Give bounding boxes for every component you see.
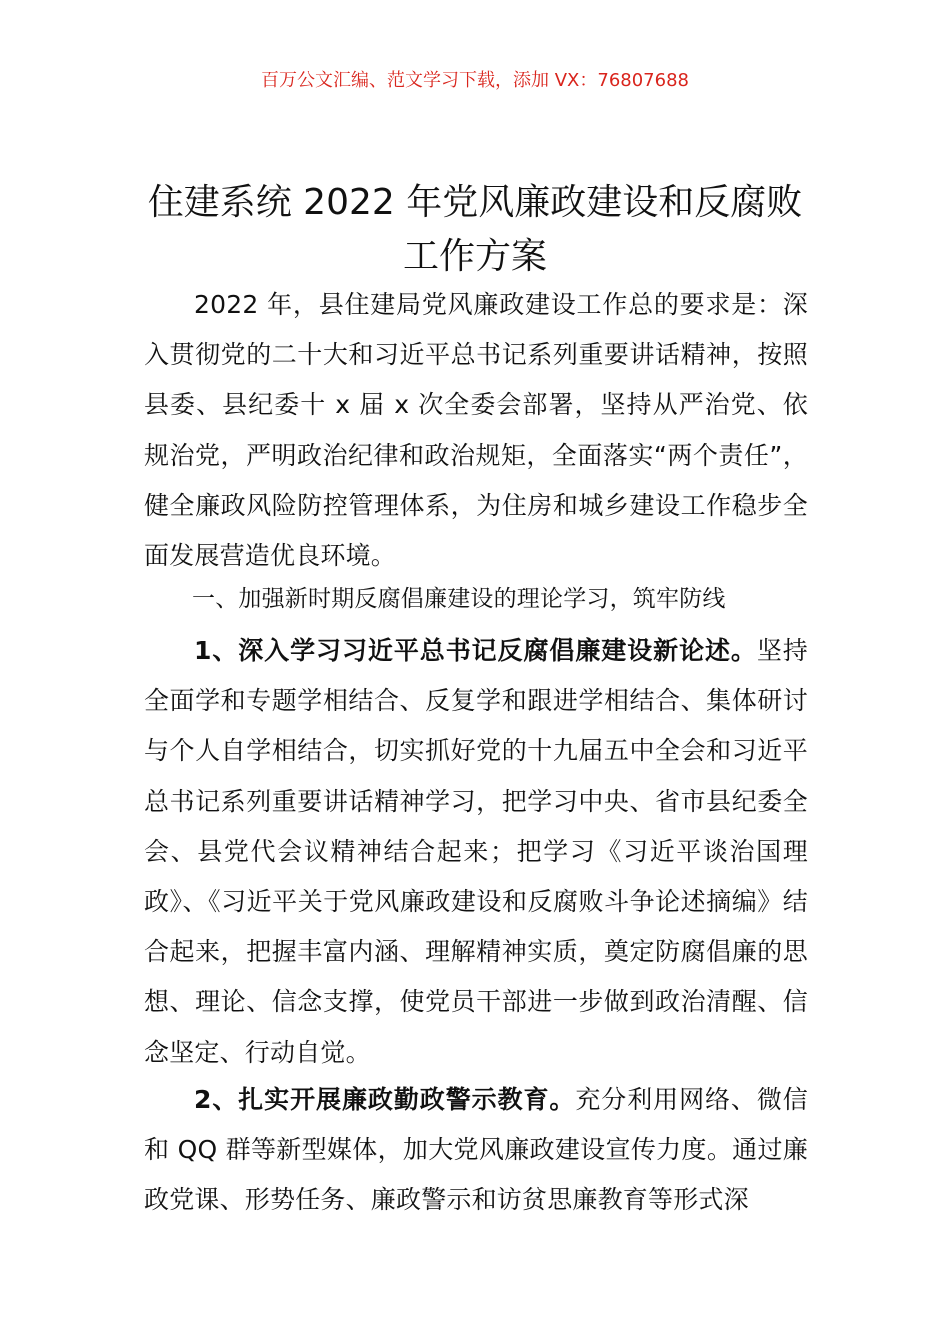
watermark-header: 百万公文汇编、范文学习下载，添加 VX：76807688 [261, 70, 689, 91]
item-lead: 1、深入学习习近平总书记反腐倡廉建设新论述。 [194, 636, 757, 665]
list-item [144, 626, 808, 1078]
title-line-2: 工作方案 [402, 236, 547, 277]
list-item [144, 1075, 808, 1226]
item-text: 充分利用网络、微信和 QQ 群等新型媒体，加大党风廉政建设宣传力度。通过廉政党课、形势任务、廉政警示和访贫思廉教育等形式深 [144, 1085, 808, 1215]
item-text: 坚持全面学和专题学相结合、反复学和跟进学相结合、集体研讨与个人自学相结合，切实抓好党的十九届五中全会和习近平总书记系列重要讲话精神学习，把学习中央、省市县纪委全会、县党代会议精神结合起来；把学习《习近平谈治国理政》、《习近平关于党风廉政建设和反腐败斗争论述摘编》结合起来，把握丰富内涵、理解精神实质，奠定防腐倡廉的思想、理论、信念支撑，使党员干部进一步做到政治清醒、信念坚定、行动自觉。 [144, 636, 809, 1067]
intro-paragraph: 2022 年，县住建局党风廉政建设工作总的要求是：深入贯彻党的二十大和习近平总书记系列重要讲话精神，按照县委、县纪委十 x 届 x 次全委会部署，坚持从严治党、依规治党，严明政治纪律和政治规矩，全面落实“两个责任”，健全廉政风险防控管理体系，为住房和城乡建设工作稳步全面发展营造优良环境。 [144, 290, 808, 571]
item-lead: 2、扎实开展廉政勤政警示教育。 [194, 1085, 576, 1114]
title-line-1: 住建系统 2022 年党风廉政建设和反腐败 [147, 182, 803, 223]
document-title [120, 176, 830, 284]
section-heading: 一、加强新时期反腐倡廉建设的理论学习，筑牢防线 [192, 586, 726, 612]
